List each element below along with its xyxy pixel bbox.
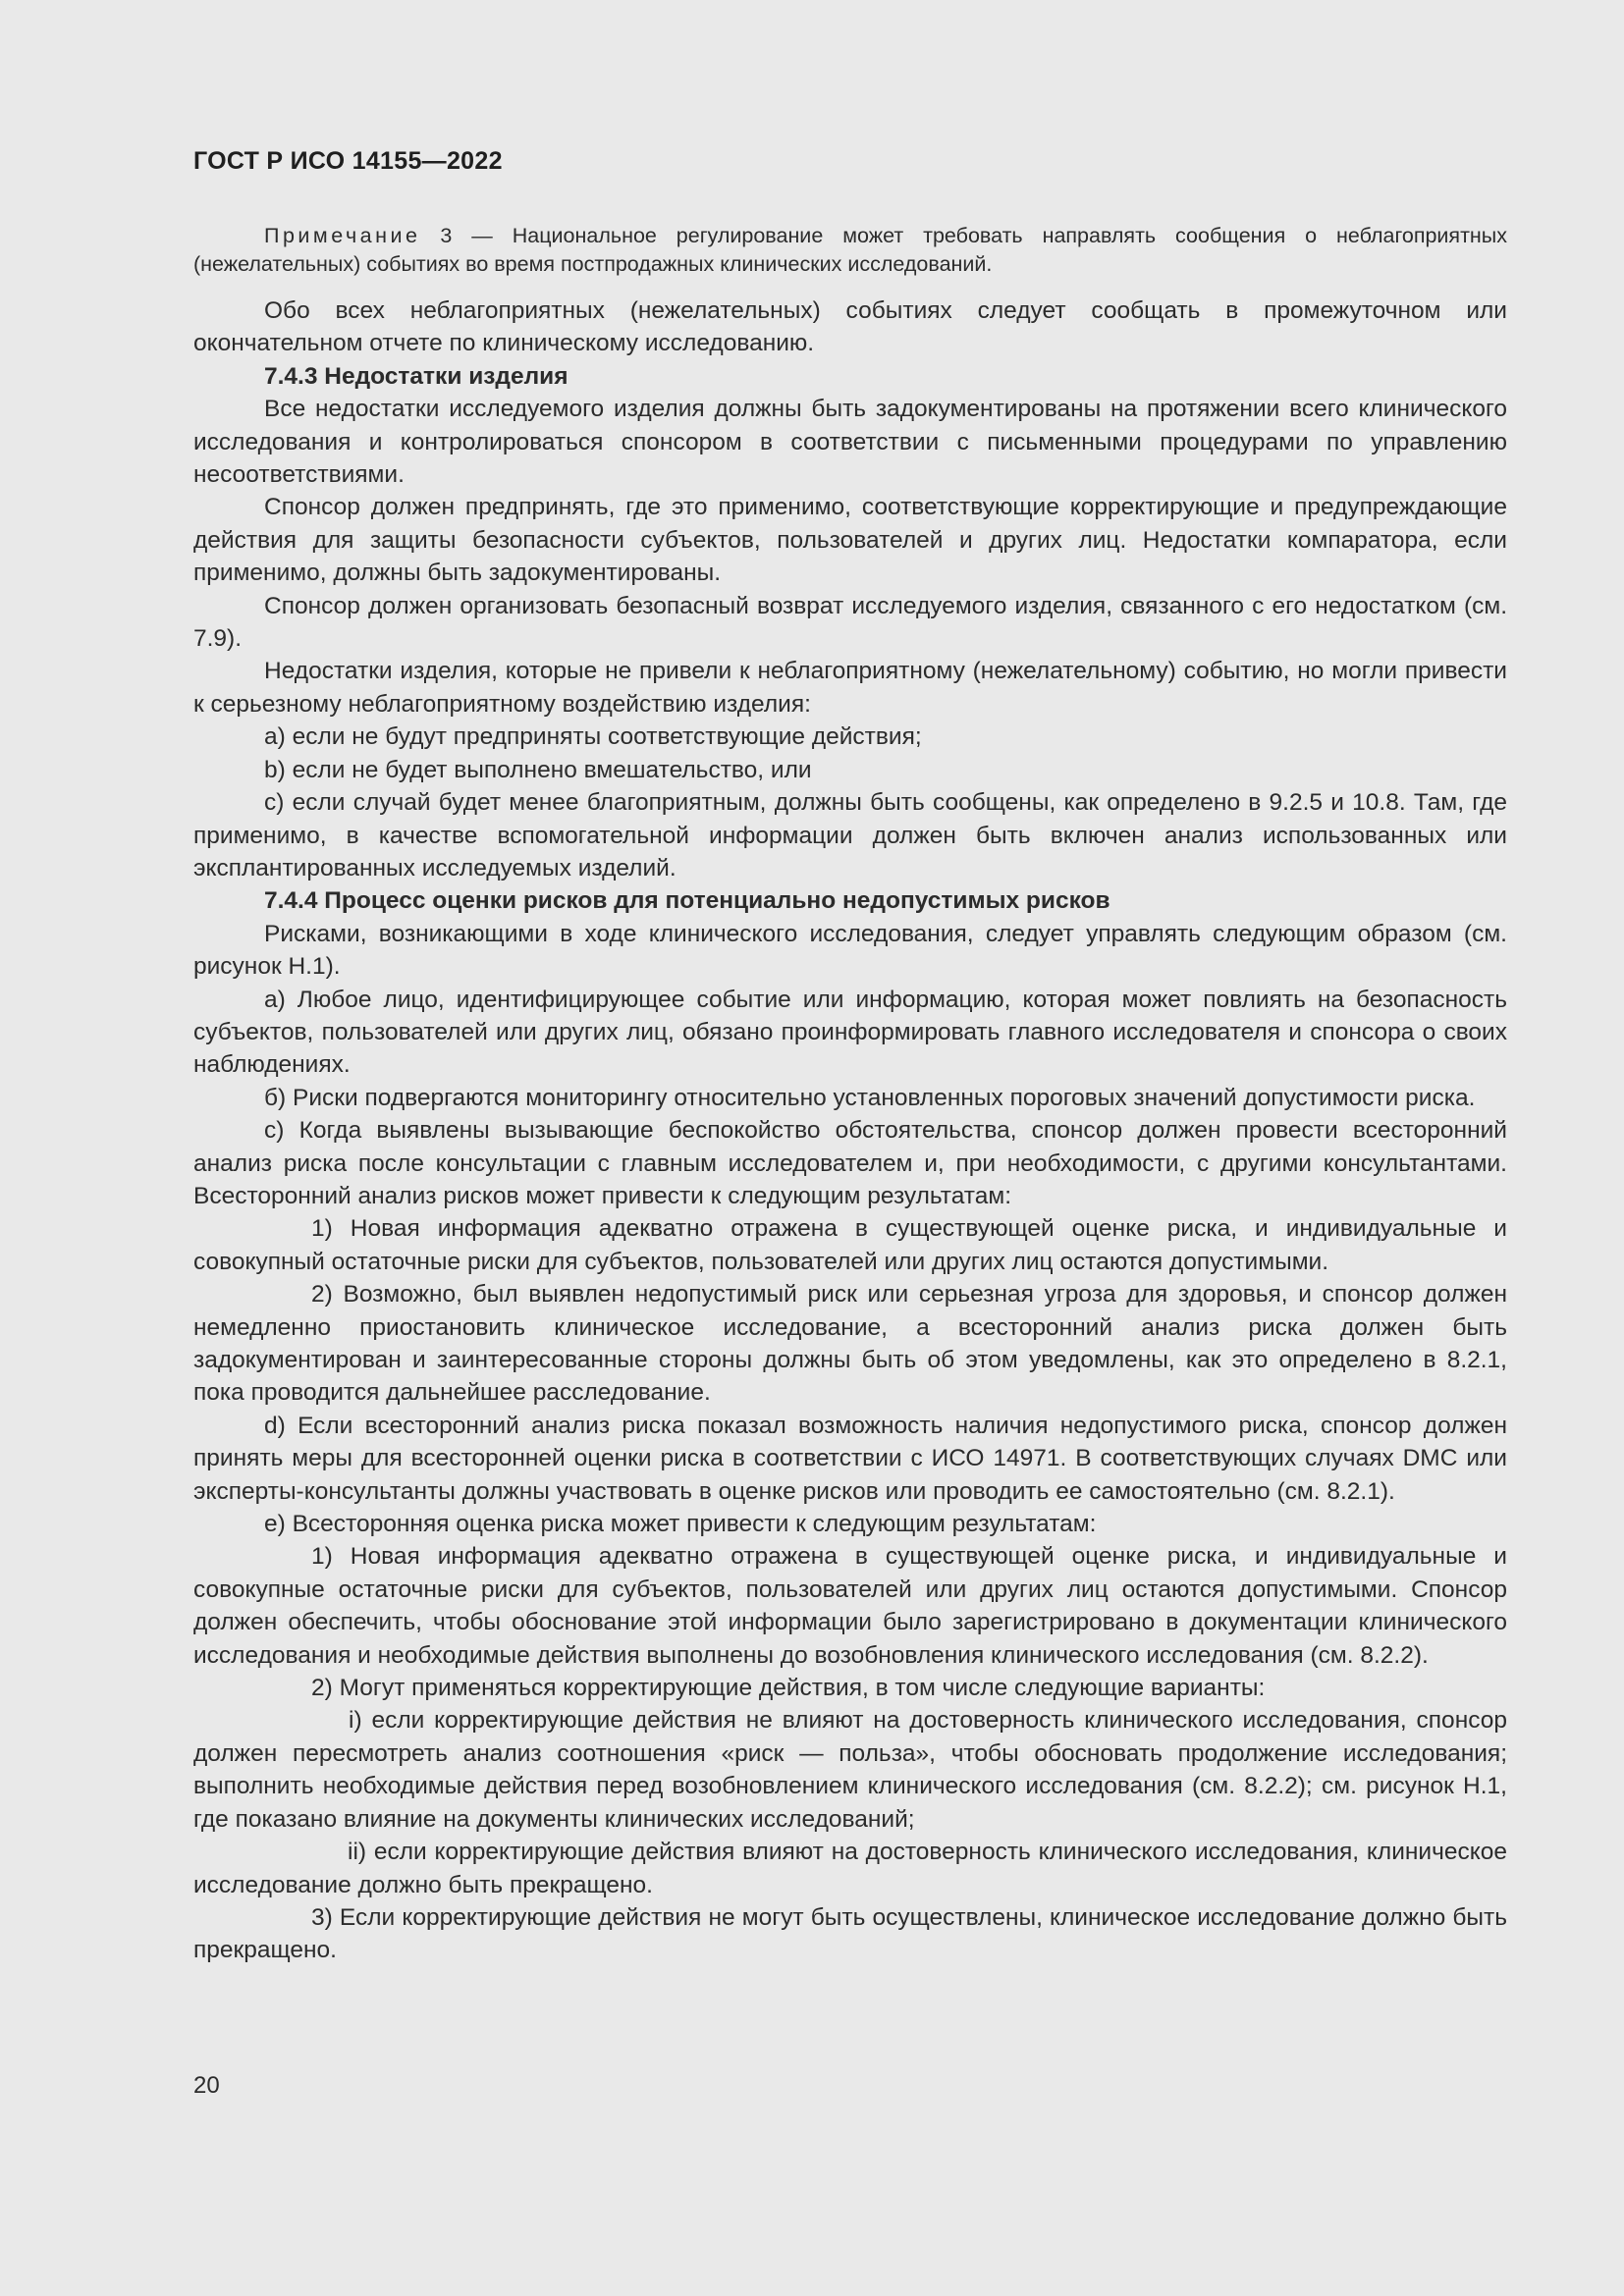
list-item: c) если случай будет менее благоприятным, должны быть сообщены, как определено в 9.2.5 и 10.8. Там, где применимо, в качестве вспомогательной информации должен быть включен анализ использованных или эксплантированных исследуемых изделий. — [193, 789, 1507, 881]
paragraph: Рисками, возникающими в ходе клинического исследования, следует управлять следующим образом (см. рисунок Н.1). — [193, 920, 1507, 981]
section-heading-7-4-4: 7.4.4 Процесс оценки рисков для потенциально недопустимых рисков — [264, 887, 1110, 915]
paragraph: Обо всех неблагоприятных (нежелательных) событиях следует сообщать в промежуточном или окончательном отчете по клиническому исследованию. — [193, 297, 1507, 357]
list-item: a) если не будут предприняты соответствующие действия; — [264, 723, 922, 751]
paragraph: Все недостатки исследуемого изделия должны быть задокументированы на протяжении всего клинического исследования и контролироваться спонсором в соответствии с письменными процедурами по управлению несоответствиями. — [193, 396, 1507, 489]
sub-list-item: 1) Новая информация адекватно отражена в существующей оценке риска, и индивидуальные и совокупные остаточные риски для субъектов, пользователей или других лиц остаются допустимыми. Спонсор должен обеспечить, чтобы обоснование этой информации было зарегистрировано в документации клинического исследования и необходимые действия выполнены до возобновления клинического исследования (см. 8.2.2). — [193, 1543, 1507, 1669]
section-heading-7-4-3: 7.4.3 Недостатки изделия — [264, 362, 568, 390]
sub-sub-list-item: i) если корректирующие действия не влияют на достоверность клинического исследования, спонсор должен пересмотреть анализ соотношения «риск — польза», чтобы обосновать продолжение исследования; выполнить необходимые действия перед возобновлением клинического исследования (см. 8.2.2); см. рисунок Н.1, где показано влияние на документы клинических исследований; — [193, 1707, 1507, 1833]
note-text: 3 — Национальное регулирование может требовать направлять сообщения о неблагоприятных (нежелательных) событиях во время постпродажных клинических исследований. — [193, 224, 1507, 276]
list-item: b) если не будет выполнено вмешательство, или — [264, 756, 812, 783]
paragraph: Спонсор должен организовать безопасный возврат исследуемого изделия, связанного с его недостатком (см. 7.9). — [193, 592, 1507, 653]
list-item: d) Если всесторонний анализ риска показал возможность наличия недопустимого риска, спонсор должен принять меры для всесторонней оценки риска в соответствии с ИСО 14971. В соответствующих случаях DMC или эксперты-консультанты должны участвовать в оценке рисков или проводить ее самостоятельно (см. 8.2.1). — [193, 1412, 1507, 1505]
list-item: c) Когда выявлены вызывающие беспокойство обстоятельства, спонсор должен провести всесторонний анализ риска после консультации с главным исследователем и, при необходимости, с другими консультантами. Всесторонний анализ рисков может привести к следующим результатам: — [193, 1117, 1507, 1209]
sub-list-item: 1) Новая информация адекватно отражена в существующей оценке риска, и индивидуальные и совокупный остаточные риски для субъектов, пользователей или других лиц остаются допустимыми. — [193, 1215, 1507, 1275]
document-header: ГОСТ Р ИСО 14155—2022 — [193, 147, 503, 175]
sub-list-item: 2) Возможно, был выявлен недопустимый риск или серьезная угроза для здоровья, и спонсор должен немедленно приостановить клиническое исследование, а всесторонний анализ риска должен быть задокументирован и заинтересованные стороны должны быть об этом уведомлены, как это определено в 8.2.1, пока проводится дальнейшее расследование. — [193, 1281, 1507, 1407]
sub-list-item: 2) Могут применяться корректирующие действия, в том числе следующие варианты: — [311, 1675, 1266, 1702]
sub-sub-list-item: ii) если корректирующие действия влияют на достоверность клинического исследования, клиническое исследование должно быть прекращено. — [193, 1839, 1507, 1898]
list-item: e) Всесторонняя оценка риска может привести к следующим результатам: — [264, 1511, 1097, 1538]
paragraph: Спонсор должен предпринять, где это применимо, соответствующие корректирующие и предупреждающие действия для защиты безопасности субъектов, пользователей и других лиц. Недостатки компаратора, если применимо, должны быть задокументированы. — [193, 494, 1507, 587]
page-number: 20 — [193, 2072, 220, 2099]
note-paragraph — [193, 222, 1507, 279]
list-item: б) Риски подвергаются мониторингу относительно установленных пороговых значений допустимости риска. — [264, 1084, 1476, 1111]
paragraph: Недостатки изделия, которые не привели к неблагоприятному (нежелательному) событию, но могли привести к серьезному неблагоприятному воздействию изделия: — [193, 658, 1507, 718]
sub-list-item: 3) Если корректирующие действия не могут быть осуществлены, клиническое исследование должно быть прекращено. — [193, 1903, 1507, 1964]
note-label: Примечание — [264, 224, 421, 247]
document-body — [193, 222, 1507, 1967]
list-item: a) Любое лицо, идентифицирующее событие или информацию, которая может повлиять на безопасность субъектов, пользователей или других лиц, обязано проинформировать главного исследователя и спонсора о своих наблюдениях. — [193, 986, 1507, 1079]
